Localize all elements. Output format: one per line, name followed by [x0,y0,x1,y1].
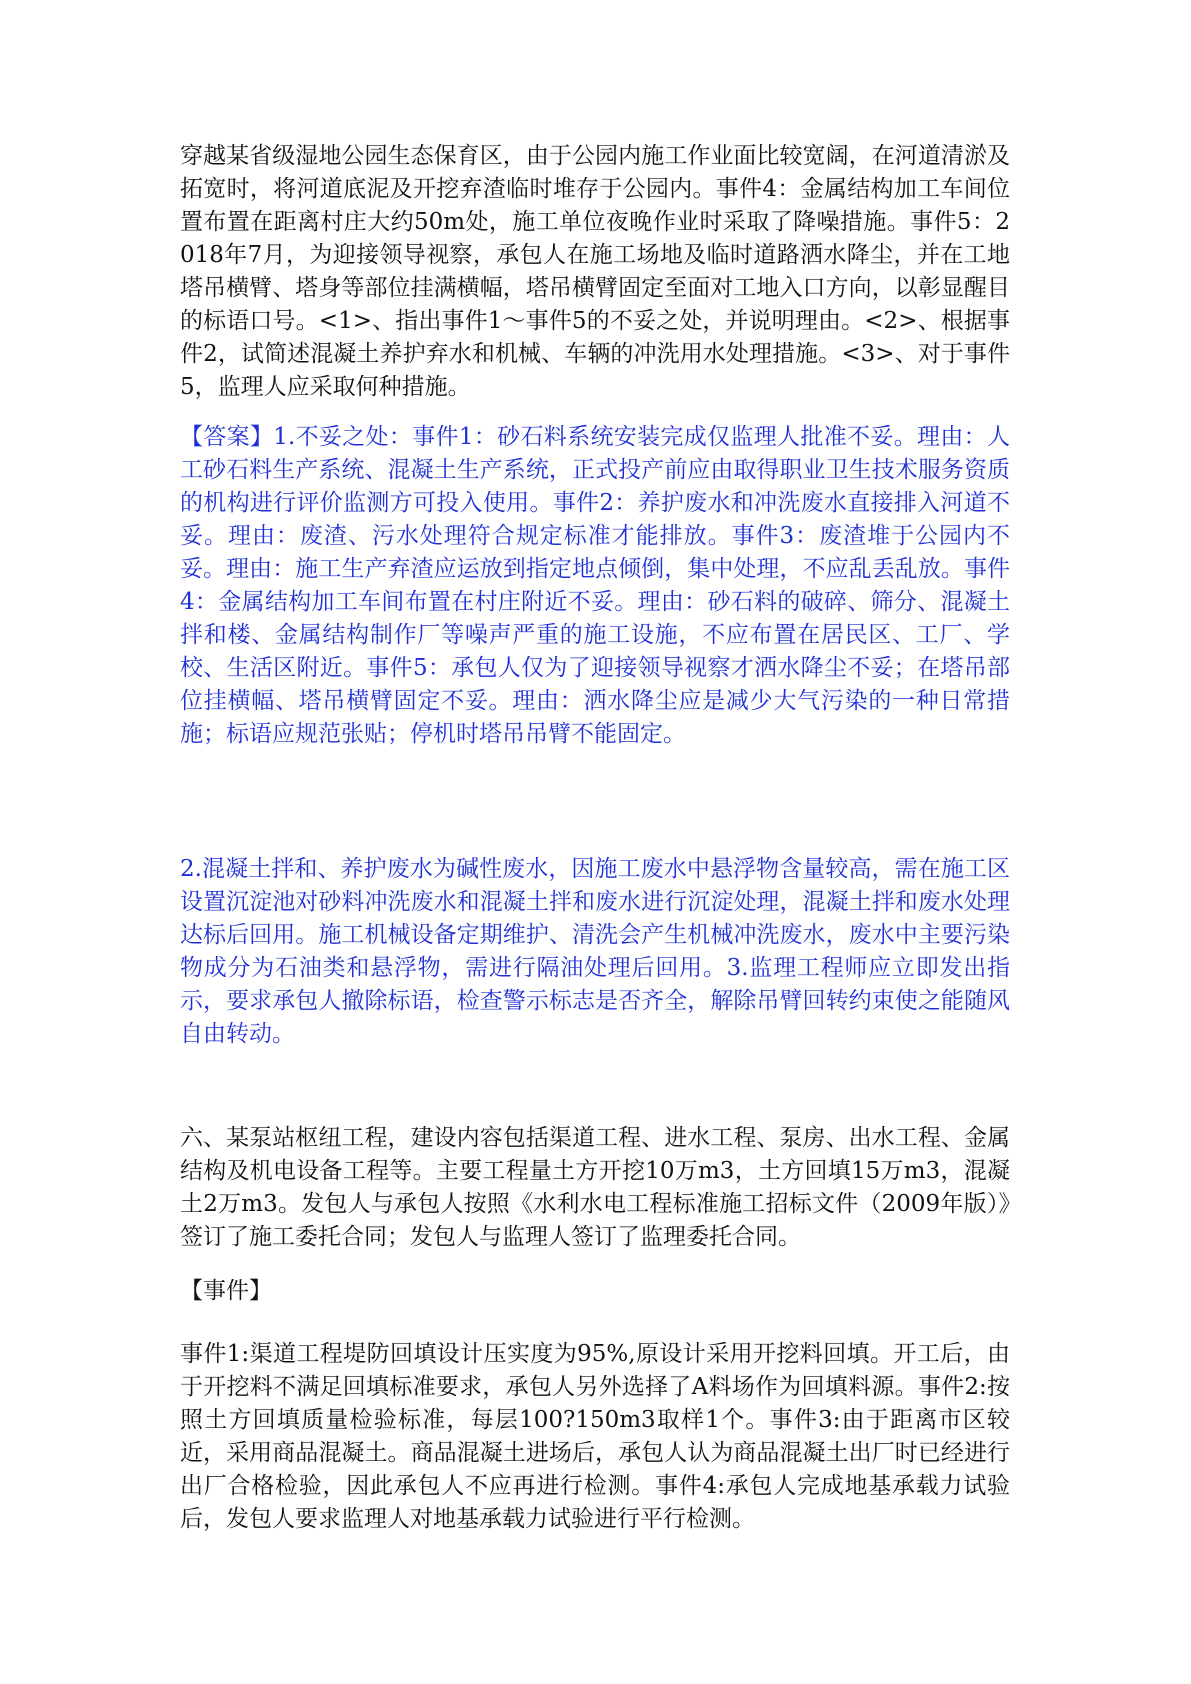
question-6-paragraph: 六、某泵站枢纽工程，建设内容包括渠道工程、进水工程、泵房、出水工程、金属结构及机电设备工程等。主要工程量土方开挖10万m3，土方回填15万m3，混凝土2万m3。发包人与承包人按照《水利水电工程标准施工招标文件（2009年版）》签订了施工委托合同；发包人与监理人签订了监理委托合同。 [180,1125,1011,1250]
answer-paragraph-2: 2.混凝土拌和、养护废水为碱性废水，因施工废水中悬浮物含量较高，需在施工区设置沉淀池对砂料冲洗废水和混凝土拌和废水进行沉淀处理，混凝土拌和废水处理达标后回用。施工机械设备定期维护、清洗会产生机械冲洗废水，废水中主要污染物成分为石油类和悬浮物，需进行隔油处理后回用。3.监理工程师应立即发出指示，要求承包人撤除标语，检查警示标志是否齐全，解除吊臂回转约束使之能随风自由转动。 [180,856,1010,1047]
event-continuation-paragraph: 穿越某省级湿地公园生态保育区，由于公园内施工作业面比较宽阔，在河道清淤及拓宽时，将河道底泥及开挖弃渣临时堆存于公园内。事件4：金属结构加工车间位置布置在距离村庄大约50m处，施工单位夜晚作业时采取了降噪措施。事件5：2018年7月，为迎接领导视察，承包人在施工场地及临时道路洒水降尘，并在工地塔吊横臂、塔身等部位挂满横幅，塔吊横臂固定至面对工地入口方向，以彰显醒目的标语口号。<1>、指出事件1～事件5的不妥之处，并说明理由。<2>、根据事件2，试简述混凝土养护弃水和机械、车辆的冲洗用水处理措施。<3>、对于事件5，监理人应采取何种措施。 [180,143,1010,400]
events-heading: 【事件】 [180,1278,272,1304]
answer-paragraph-1: 【答案】1.不妥之处：事件1：砂石料系统安装完成仅监理人批准不妥。理由：人工砂石料生产系统、混凝土生产系统，正式投产前应由取得职业卫生技术服务资质的机构进行评价监测方可投入使用。事件2：养护废水和冲洗废水直接排入河道不妥。理由：废渣、污水处理符合规定标准才能排放。事件3：废渣堆于公园内不妥。理由：施工生产弃渣应运放到指定地点倾倒，集中处理，不应乱丢乱放。事件4：金属结构加工车间布置在村庄附近不妥。理由：砂石料的破碎、筛分、混凝土拌和楼、金属结构制作厂等噪声严重的施工设施，不应布置在居民区、工厂、学校、生活区附近。事件5：承包人仅为了迎接领导视察才洒水降尘不妥；在塔吊部位挂横幅、塔吊横臂固定不妥。理由：洒水降尘应是减少大气污染的一种日常措施；标语应规范张贴；停机时塔吊吊臂不能固定。 [180,424,1010,747]
events-list-paragraph: 事件1:渠道工程堤防回填设计压实度为95%,原设计采用开挖料回填。开工后，由于开挖料不满足回填标准要求，承包人另外选择了A料场作为回填料源。事件2:按照土方回填质量检验标准，每层100?150m3取样1个。事件3:由于距离市区较近，采用商品混凝土。商品混凝土进场后，承包人认为商品混凝土出厂时已经进行出厂合格检验，因此承包人不应再进行检测。事件4:承包人完成地基承载力试验后，发包人要求监理人对地基承载力试验进行平行检测。 [180,1341,1010,1532]
